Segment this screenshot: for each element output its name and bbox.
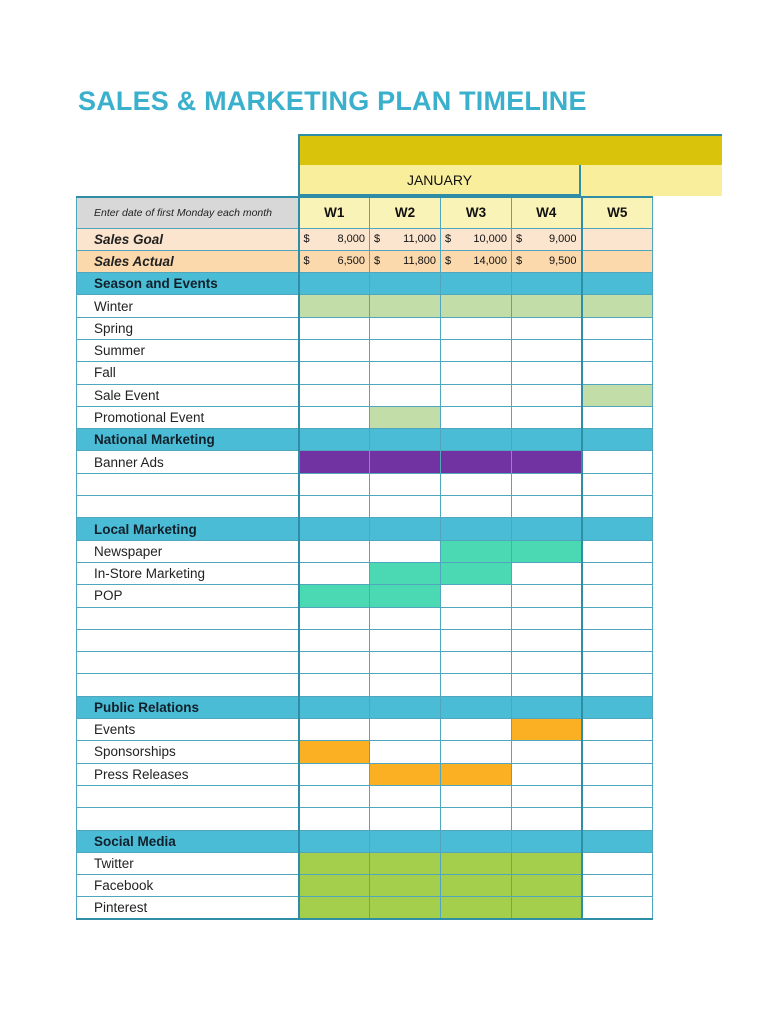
sales-goal-row xyxy=(77,228,653,250)
week-cell[interactable] xyxy=(441,719,512,741)
section-header-cell xyxy=(512,518,582,540)
week-cell[interactable] xyxy=(299,652,370,674)
week-cell[interactable] xyxy=(299,496,370,518)
week-cell[interactable] xyxy=(299,808,370,830)
week-cell[interactable] xyxy=(512,629,582,651)
sales-actual-cell[interactable] xyxy=(370,250,441,272)
week-cell[interactable] xyxy=(512,674,582,696)
scheduled-week-cell[interactable] xyxy=(370,585,441,607)
scheduled-week-cell[interactable] xyxy=(299,897,370,919)
activity-label[interactable]: Events xyxy=(77,719,299,741)
currency-symbol: $ xyxy=(303,233,310,246)
activity-row xyxy=(77,295,653,317)
activity-label[interactable] xyxy=(77,496,299,518)
next-month-label[interactable] xyxy=(581,165,722,196)
section-header-cell xyxy=(441,518,512,540)
week-header-w2[interactable]: W2 xyxy=(370,197,441,228)
week-cell[interactable] xyxy=(582,652,653,674)
week-cell[interactable] xyxy=(441,317,512,339)
currency-symbol: $ xyxy=(445,255,452,268)
scheduled-week-cell[interactable] xyxy=(441,875,512,897)
sales-actual-cell[interactable] xyxy=(299,250,370,272)
week-cell[interactable] xyxy=(370,496,441,518)
week-cell[interactable] xyxy=(370,741,441,763)
week-cell[interactable] xyxy=(512,562,582,584)
week-cell[interactable] xyxy=(512,406,582,428)
activity-label[interactable]: Facebook xyxy=(77,875,299,897)
week-cell[interactable] xyxy=(512,808,582,830)
week-cell[interactable] xyxy=(370,473,441,495)
section-header-cell xyxy=(299,696,370,718)
scheduled-week-cell[interactable] xyxy=(299,741,370,763)
week-cell[interactable] xyxy=(582,585,653,607)
scheduled-week-cell[interactable] xyxy=(582,384,653,406)
activity-label[interactable]: Twitter xyxy=(77,852,299,874)
week-cell[interactable] xyxy=(299,362,370,384)
currency-symbol: $ xyxy=(374,255,381,268)
week-cell[interactable] xyxy=(582,607,653,629)
week-cell[interactable] xyxy=(370,808,441,830)
week-cell[interactable] xyxy=(512,384,582,406)
week-cell[interactable] xyxy=(441,607,512,629)
scheduled-week-cell[interactable] xyxy=(370,451,441,473)
activity-label[interactable]: Winter xyxy=(77,295,299,317)
section-header-row xyxy=(77,429,653,451)
currency-symbol: $ xyxy=(303,255,310,268)
activity-row xyxy=(77,629,653,651)
section-header-cell xyxy=(299,518,370,540)
week-cell[interactable] xyxy=(299,562,370,584)
sales-goal-cell[interactable] xyxy=(441,228,512,250)
activity-row xyxy=(77,585,653,607)
week-cell[interactable] xyxy=(441,652,512,674)
section-header-row xyxy=(77,273,653,295)
section-title: Season and Events xyxy=(77,273,299,295)
activity-row xyxy=(77,562,653,584)
section-header-cell xyxy=(582,429,653,451)
week-cell[interactable] xyxy=(370,652,441,674)
currency-symbol: $ xyxy=(374,233,381,246)
section-header-cell xyxy=(370,830,441,852)
week-cell[interactable] xyxy=(582,763,653,785)
scheduled-week-cell[interactable] xyxy=(370,295,441,317)
scheduled-week-cell[interactable] xyxy=(441,852,512,874)
activity-row xyxy=(77,808,653,830)
sales-actual-value: 9,500 xyxy=(548,255,577,268)
section-header-cell xyxy=(582,273,653,295)
activity-label[interactable]: Press Releases xyxy=(77,763,299,785)
week-cell[interactable] xyxy=(370,674,441,696)
scheduled-week-cell[interactable] xyxy=(370,852,441,874)
section-header-cell xyxy=(299,273,370,295)
week-cell[interactable] xyxy=(512,473,582,495)
activity-label[interactable] xyxy=(77,808,299,830)
month-label[interactable]: JANUARY xyxy=(298,165,581,196)
section-header-cell xyxy=(299,830,370,852)
activity-label[interactable]: Newspaper xyxy=(77,540,299,562)
section-header-cell xyxy=(441,696,512,718)
week-cell[interactable] xyxy=(370,339,441,361)
week-cell[interactable] xyxy=(582,496,653,518)
scheduled-week-cell[interactable] xyxy=(370,875,441,897)
week-cell[interactable] xyxy=(299,317,370,339)
scheduled-week-cell[interactable] xyxy=(370,763,441,785)
week-cell[interactable] xyxy=(370,540,441,562)
scheduled-week-cell[interactable] xyxy=(370,562,441,584)
sales-actual-label: Sales Actual xyxy=(77,250,299,272)
activity-label[interactable]: Fall xyxy=(77,362,299,384)
scheduled-week-cell[interactable] xyxy=(299,852,370,874)
activity-row xyxy=(77,652,653,674)
currency-symbol: $ xyxy=(516,233,523,246)
week-cell[interactable] xyxy=(370,384,441,406)
scheduled-week-cell[interactable] xyxy=(512,295,582,317)
activity-row xyxy=(77,496,653,518)
week-cell[interactable] xyxy=(582,362,653,384)
activity-row xyxy=(77,362,653,384)
activity-row xyxy=(77,406,653,428)
sales-goal-cell[interactable] xyxy=(582,228,653,250)
activity-row xyxy=(77,317,653,339)
week-cell[interactable] xyxy=(582,741,653,763)
activity-label[interactable]: Summer xyxy=(77,339,299,361)
week-cell[interactable] xyxy=(441,362,512,384)
scheduled-week-cell[interactable] xyxy=(299,295,370,317)
scheduled-week-cell[interactable] xyxy=(441,540,512,562)
activity-row xyxy=(77,384,653,406)
section-header-cell xyxy=(582,696,653,718)
sales-goal-cell[interactable] xyxy=(512,228,582,250)
section-header-cell xyxy=(441,429,512,451)
sales-goal-value: 9,000 xyxy=(548,233,577,246)
activity-row xyxy=(77,339,653,361)
section-header-cell xyxy=(441,830,512,852)
week-cell[interactable] xyxy=(582,875,653,897)
sales-goal-value: 10,000 xyxy=(473,233,507,246)
section-title: National Marketing xyxy=(77,429,299,451)
scheduled-week-cell[interactable] xyxy=(512,451,582,473)
section-header-cell xyxy=(512,429,582,451)
week-cell[interactable] xyxy=(441,674,512,696)
activity-label[interactable]: Promotional Event xyxy=(77,406,299,428)
week-header-w4[interactable]: W4 xyxy=(512,197,582,228)
activity-label[interactable] xyxy=(77,629,299,651)
section-header-cell xyxy=(512,830,582,852)
section-title: Local Marketing xyxy=(77,518,299,540)
activity-row xyxy=(77,451,653,473)
week-cell[interactable] xyxy=(512,339,582,361)
section-title: Public Relations xyxy=(77,696,299,718)
scheduled-week-cell[interactable] xyxy=(582,295,653,317)
activity-row xyxy=(77,785,653,807)
activity-label[interactable] xyxy=(77,607,299,629)
week-cell[interactable] xyxy=(582,317,653,339)
scheduled-week-cell[interactable] xyxy=(299,875,370,897)
week-cell[interactable] xyxy=(582,719,653,741)
week-cell[interactable] xyxy=(441,384,512,406)
scheduled-week-cell[interactable] xyxy=(441,763,512,785)
week-cell[interactable] xyxy=(582,785,653,807)
scheduled-week-cell[interactable] xyxy=(441,562,512,584)
sales-actual-value: 11,800 xyxy=(403,255,436,268)
week-cell[interactable] xyxy=(370,317,441,339)
section-header-cell xyxy=(370,273,441,295)
section-header-cell xyxy=(582,518,653,540)
scheduled-week-cell[interactable] xyxy=(512,540,582,562)
week-cell[interactable] xyxy=(582,674,653,696)
sales-actual-cell[interactable] xyxy=(512,250,582,272)
week-cell[interactable] xyxy=(299,540,370,562)
sales-actual-cell[interactable] xyxy=(582,250,653,272)
scheduled-week-cell[interactable] xyxy=(512,875,582,897)
sales-actual-cell[interactable] xyxy=(441,250,512,272)
week-cell[interactable] xyxy=(299,384,370,406)
activity-label[interactable]: Sale Event xyxy=(77,384,299,406)
week-cell[interactable] xyxy=(512,607,582,629)
month-banner xyxy=(298,134,722,165)
week-header-w5[interactable]: W5 xyxy=(582,197,653,228)
section-header-cell xyxy=(582,830,653,852)
currency-symbol: $ xyxy=(445,233,452,246)
week-cell[interactable] xyxy=(441,339,512,361)
sales-actual-row xyxy=(77,250,653,272)
activity-row xyxy=(77,897,653,919)
activity-label[interactable] xyxy=(77,473,299,495)
week-cell[interactable] xyxy=(299,763,370,785)
week-cell[interactable] xyxy=(582,451,653,473)
week-cell[interactable] xyxy=(441,629,512,651)
activity-label[interactable]: Banner Ads xyxy=(77,451,299,473)
week-cell[interactable] xyxy=(299,339,370,361)
sales-goal-cell[interactable] xyxy=(299,228,370,250)
week-cell[interactable] xyxy=(582,339,653,361)
week-cell[interactable] xyxy=(582,897,653,919)
week-cell[interactable] xyxy=(582,852,653,874)
week-cell[interactable] xyxy=(441,406,512,428)
scheduled-week-cell[interactable] xyxy=(512,897,582,919)
timeline-grid xyxy=(76,196,653,920)
week-cell[interactable] xyxy=(582,406,653,428)
scheduled-week-cell[interactable] xyxy=(370,897,441,919)
week-cell[interactable] xyxy=(299,674,370,696)
section-title: Social Media xyxy=(77,830,299,852)
week-header-w1[interactable]: W1 xyxy=(299,197,370,228)
activity-row xyxy=(77,540,653,562)
section-header-row xyxy=(77,696,653,718)
sales-goal-value: 8,000 xyxy=(337,233,365,246)
sales-actual-value: 14,000 xyxy=(473,255,507,268)
week-cell[interactable] xyxy=(512,741,582,763)
sales-goal-value: 11,000 xyxy=(403,233,436,246)
section-header-cell xyxy=(370,518,441,540)
week-cell[interactable] xyxy=(582,473,653,495)
week-header-row xyxy=(77,197,653,228)
activity-label[interactable]: POP xyxy=(77,585,299,607)
week-cell[interactable] xyxy=(370,362,441,384)
section-header-cell xyxy=(512,696,582,718)
week-cell[interactable] xyxy=(512,763,582,785)
week-cell[interactable] xyxy=(299,719,370,741)
week-cell[interactable] xyxy=(299,473,370,495)
activity-label[interactable]: In-Store Marketing xyxy=(77,562,299,584)
week-cell[interactable] xyxy=(512,785,582,807)
week-cell[interactable] xyxy=(512,652,582,674)
week-cell[interactable] xyxy=(441,585,512,607)
scheduled-week-cell[interactable] xyxy=(299,585,370,607)
scheduled-week-cell[interactable] xyxy=(512,852,582,874)
activity-row xyxy=(77,741,653,763)
section-header-cell xyxy=(370,429,441,451)
scheduled-week-cell[interactable] xyxy=(441,295,512,317)
week-cell[interactable] xyxy=(582,808,653,830)
activity-label[interactable]: Spring xyxy=(77,317,299,339)
week-cell[interactable] xyxy=(441,808,512,830)
section-header-row xyxy=(77,518,653,540)
activity-row xyxy=(77,875,653,897)
week-cell[interactable] xyxy=(512,585,582,607)
activity-label[interactable]: Sponsorships xyxy=(77,741,299,763)
activity-label[interactable] xyxy=(77,785,299,807)
scheduled-week-cell[interactable] xyxy=(370,406,441,428)
activity-row xyxy=(77,674,653,696)
week-cell[interactable] xyxy=(512,362,582,384)
week-cell[interactable] xyxy=(370,629,441,651)
activity-label[interactable]: Pinterest xyxy=(77,897,299,919)
activity-row xyxy=(77,473,653,495)
activity-row xyxy=(77,719,653,741)
first-monday-instruction[interactable]: Enter date of first Monday each month xyxy=(77,197,299,228)
week-cell[interactable] xyxy=(299,629,370,651)
week-cell[interactable] xyxy=(299,607,370,629)
week-cell[interactable] xyxy=(441,473,512,495)
section-header-cell xyxy=(441,273,512,295)
week-cell[interactable] xyxy=(441,785,512,807)
week-cell[interactable] xyxy=(370,785,441,807)
week-cell[interactable] xyxy=(582,540,653,562)
section-header-cell xyxy=(370,696,441,718)
week-cell[interactable] xyxy=(582,629,653,651)
week-cell[interactable] xyxy=(441,496,512,518)
week-cell[interactable] xyxy=(582,562,653,584)
week-cell[interactable] xyxy=(512,317,582,339)
sales-goal-label: Sales Goal xyxy=(77,228,299,250)
scheduled-week-cell[interactable] xyxy=(441,451,512,473)
section-header-cell xyxy=(299,429,370,451)
week-cell[interactable] xyxy=(299,785,370,807)
page-title: SALES & MARKETING PLAN TIMELINE xyxy=(78,86,587,116)
activity-row xyxy=(77,763,653,785)
scheduled-week-cell[interactable] xyxy=(512,719,582,741)
week-cell[interactable] xyxy=(299,406,370,428)
week-cell[interactable] xyxy=(512,496,582,518)
activity-label[interactable] xyxy=(77,652,299,674)
section-header-row xyxy=(77,830,653,852)
week-cell[interactable] xyxy=(370,719,441,741)
activity-row xyxy=(77,852,653,874)
activity-label[interactable] xyxy=(77,674,299,696)
section-header-cell xyxy=(512,273,582,295)
week-cell[interactable] xyxy=(370,607,441,629)
scheduled-week-cell[interactable] xyxy=(299,451,370,473)
activity-row xyxy=(77,607,653,629)
currency-symbol: $ xyxy=(516,255,523,268)
week-header-w3[interactable]: W3 xyxy=(441,197,512,228)
sales-actual-value: 6,500 xyxy=(337,255,365,268)
scheduled-week-cell[interactable] xyxy=(441,897,512,919)
sales-goal-cell[interactable] xyxy=(370,228,441,250)
week-cell[interactable] xyxy=(441,741,512,763)
